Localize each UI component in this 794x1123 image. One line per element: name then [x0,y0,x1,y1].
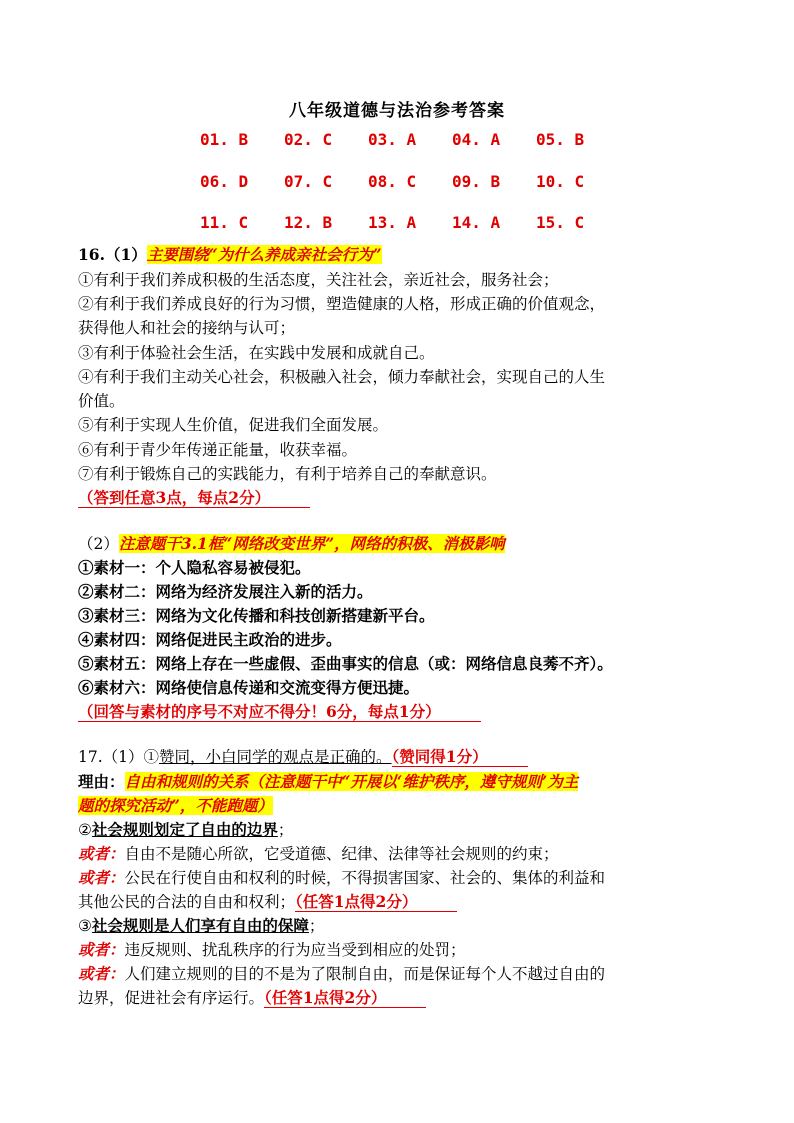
q17-point2-text: 社会规则划定了自由的边界 [91,820,278,839]
answer-04: 04. A [452,130,501,149]
or-label: 或者： [78,868,125,887]
q17-point3-num: ③ [78,917,92,935]
q17-or-text-4b: 边界，促进社会有序运行。 [78,989,265,1007]
q16-part2-hint: 注意题干3.1框“网络改变世界”，网络的积极、消极影响 [118,534,505,553]
q17-or-text-2b: 其他公民的合法的自由和权利； [78,893,296,911]
answer-15: 15. C [536,213,585,232]
q16-part1-header [78,243,728,267]
q17-or-line-4b [78,986,728,1010]
answer-12: 12. B [284,213,333,232]
q16-material: ⑥素材六：网络使信息传递和交流变得方便迅捷。 [78,678,420,697]
q17-reason-hint-2: 题的探究活动”，不能跑题） [78,796,273,815]
q16-item: ⑥有利于青少年传递正能量，收获幸福。 [78,441,358,459]
answer-10: 10. C [536,172,585,191]
q17-part1-label: 17.（1）① [78,748,160,766]
q17-or-line-2b [78,890,728,914]
q17-or-line-1 [78,842,728,866]
q16-material: ③素材三：网络为文化传播和科技创新搭建新平台。 [78,606,435,625]
answer-03: 03. A [368,130,417,149]
answer-02: 02. C [284,130,333,149]
q17-reason-label: 理由： [78,772,125,791]
q17-part1-line [78,745,728,769]
q17-reason-line-2 [78,794,728,818]
q16-item: ③有利于体验社会生活，在实践中发展和成就自己。 [78,344,435,362]
q16-part1-hint: 主要围绕“为什么养成亲社会行为” [146,245,382,264]
q17-or-text-2a: 公民在行使自由和权利的时候，不得损害国家、社会的、集体的利益和 [124,869,606,887]
q17-point2-num: ② [78,821,92,839]
q16-part1-label: 16.（1） [78,245,147,264]
q16-item: ②有利于我们养成良好的行为习惯，塑造健康的人格，形成正确的价值观念， [78,295,606,313]
q16-material: ⑤素材五：网络上存在一些虚假、歪曲事实的信息（或：网络信息良莠不齐）。 [78,654,613,673]
q16-item: 获得他人和社会的接纳与认可； [78,319,296,337]
q16-part2-score: （回答与素材的序号不对应不得分！6分，每点1分） [78,702,481,722]
answer-14: 14. A [452,213,501,232]
q17-point2-end: ； [277,821,294,839]
q16-part2-label: （2） [78,535,119,553]
answer-row-1 [200,130,620,149]
q17-reason-line [78,770,728,794]
answer-11: 11. C [200,213,249,232]
q17-score-b: （任答1点得2分） [264,988,426,1008]
q17-agree-score: （赞同得1分） [392,747,528,767]
q17-or-line-2 [78,866,728,890]
q16-material: ②素材二：网络为经济发展注入新的活力。 [78,582,373,601]
q16-material: ①素材一：个人隐私容易被侵犯。 [78,558,311,577]
q17-score-a: （任答1点得2分） [295,892,457,912]
q17-reason-hint-1: 自由和规则的关系（注意题干中“开展以‘维护秩序，遵守规则’为主 [124,772,579,791]
page-title: 八年级道德与法治参考答案 [289,101,505,121]
q17-point3-end: ； [308,917,325,935]
q17-or-line-4 [78,962,728,986]
answer-01: 01. B [200,130,249,149]
answer-13: 13. A [368,213,417,232]
or-label: 或者： [78,964,125,983]
answer-09: 09. B [452,172,501,191]
q17-or-text-4a: 人们建立规则的目的不是为了限制自由，而是保证每个人不越过自由的 [124,965,606,983]
q16-material: ④素材四：网络促进民主政治的进步。 [78,630,342,649]
q17-agree-text: 赞同，小白同学的观点是正确的。 [159,748,392,766]
answer-06: 06. D [200,172,249,191]
q16-item: ①有利于我们养成积极的生活态度，关注社会，亲近社会，服务社会； [78,271,559,289]
q17-point2-line [78,818,728,842]
q16-part2-header [78,532,728,556]
answer-08: 08. C [368,172,417,191]
q16-item: ④有利于我们主动关心社会，积极融入社会，倾力奉献社会，实现自己的人生 [78,368,606,386]
q16-part2-score-line [78,700,728,724]
q17-or-text-1: 自由不是随心所欲，它受道德、纪律、法律等社会规则的约束； [124,845,559,863]
q16-item: ⑦有利于锻炼自己的实践能力，有利于培养自己的奉献意识。 [78,465,497,483]
q17-or-text-3: 违反规则、扰乱秩序的行为应当受到相应的处罚； [124,941,466,959]
answer-row-3 [200,213,620,232]
answer-07: 07. C [284,172,333,191]
answer-05: 05. B [536,130,585,149]
q16-item: 价值。 [78,392,125,410]
q16-part1-score-line [78,486,728,510]
q17-point3-line [78,914,728,938]
q17-or-line-3 [78,938,728,962]
or-label: 或者： [78,844,125,863]
q16-item: ⑤有利于实现人生价值，促进我们全面发展。 [78,416,389,434]
q17-point3-text: 社会规则是人们享有自由的保障 [91,916,309,935]
or-label: 或者： [78,940,125,959]
q16-part1-score: （答到任意3点，每点2分） [78,488,310,508]
answer-row-2 [200,172,620,191]
